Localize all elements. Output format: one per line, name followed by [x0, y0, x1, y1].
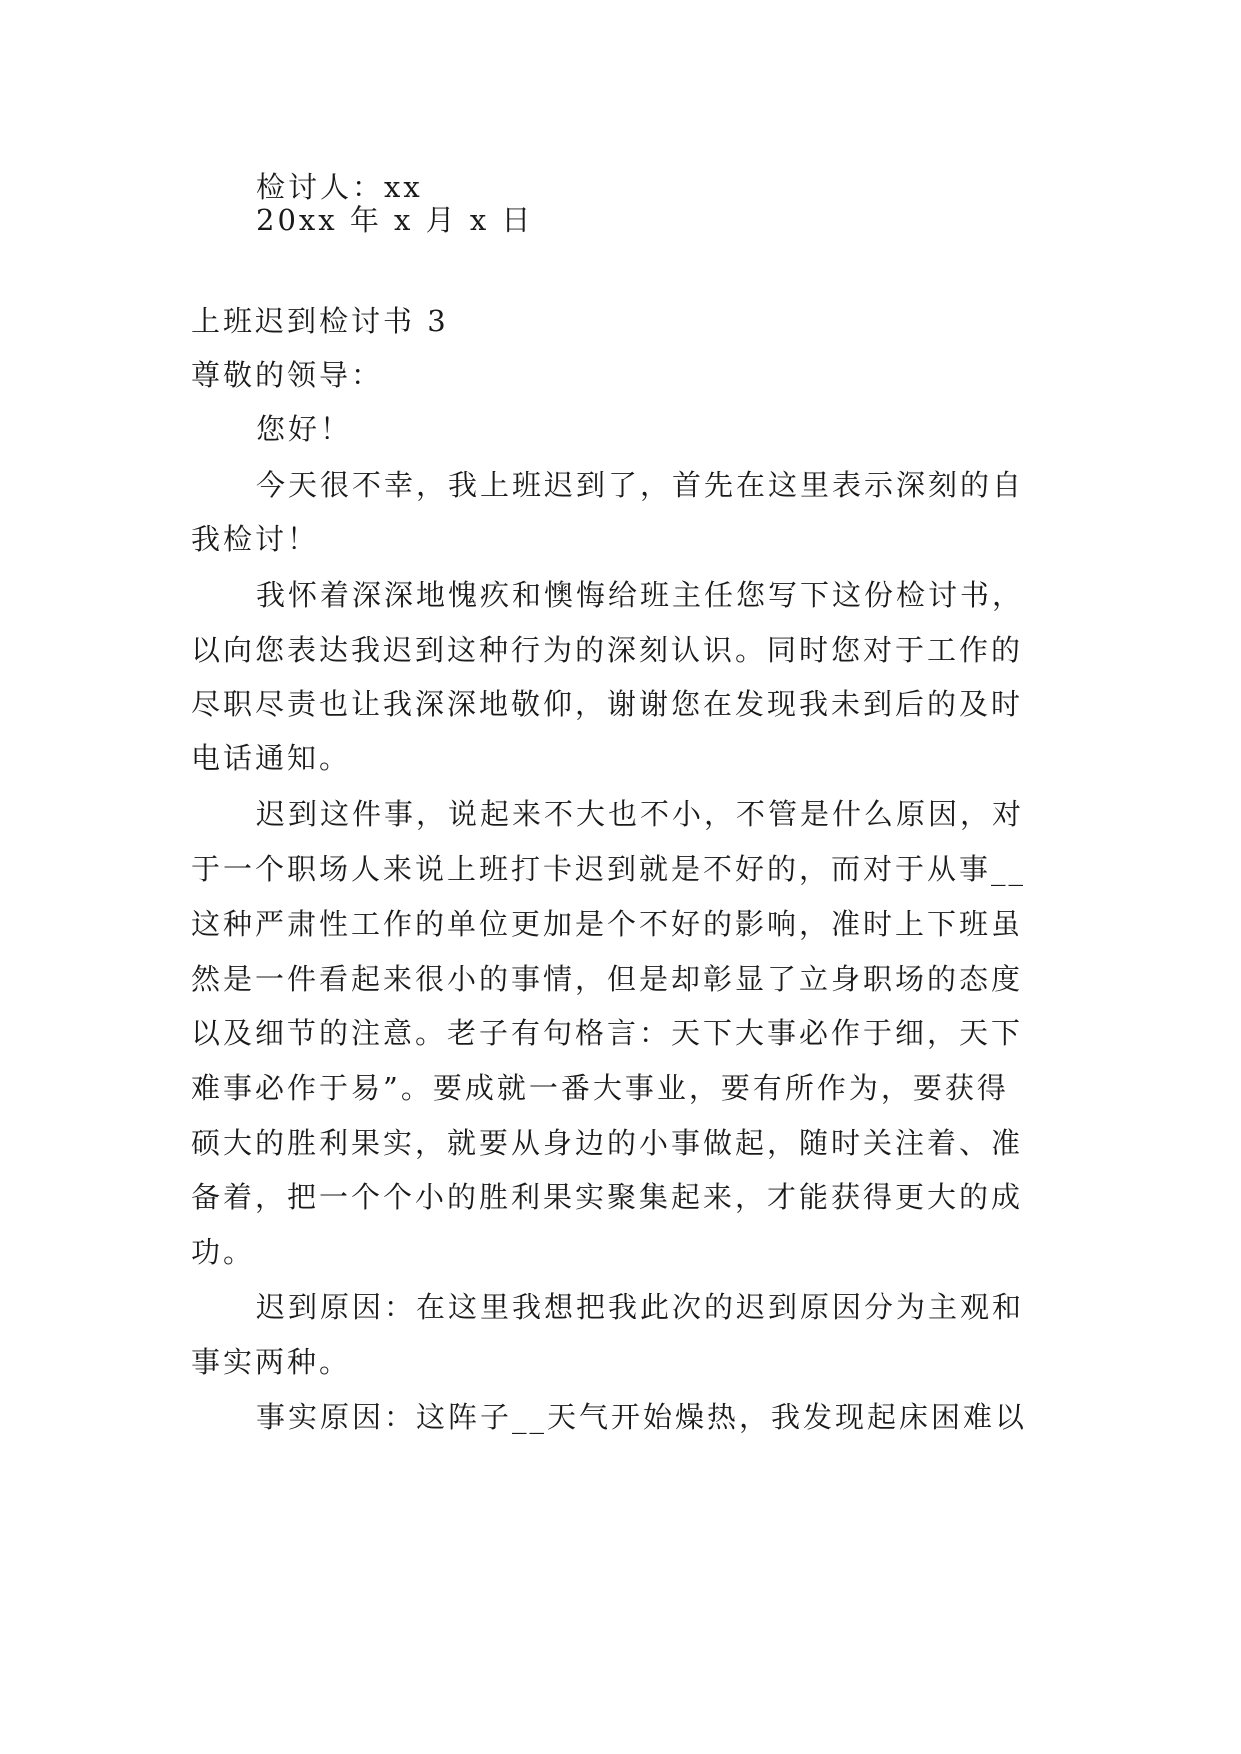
paragraph-line: 电话通知。: [191, 741, 352, 775]
paragraph-line: 迟到这件事，说起来不大也不小，不管是什么原因，对: [256, 797, 1025, 831]
paragraph-line: 以及细节的注意。老子有句格言：天下大事必作于细，天下: [191, 1016, 1024, 1050]
paragraph-line: 事实原因：这阵子__天气开始燥热，我发现起床困难以: [256, 1400, 1028, 1434]
paragraph-line: 备着，把一个个小的胜利果实聚集起来，才能获得更大的成: [191, 1180, 1024, 1214]
paragraph-line: 然是一件看起来很小的事情，但是却彰显了立身职场的态度: [191, 962, 1024, 996]
paragraph-line: 尽职尽责也让我深深地敬仰，谢谢您在发现我未到后的及时: [191, 687, 1024, 721]
document-title: 上班迟到检讨书 3: [191, 304, 449, 338]
reviewer-line: 检讨人：xx: [256, 170, 423, 204]
greeting: 您好！: [256, 412, 353, 446]
paragraph-line: 我检讨！: [191, 522, 320, 556]
date-line: 20xx 年 x 月 x 日: [256, 203, 534, 237]
paragraph-line: 于一个职场人来说上班打卡迟到就是不好的，而对于从事__: [191, 852, 1027, 886]
paragraph-line: 以向您表达我迟到这种行为的深刻认识。同时您对于工作的: [191, 633, 1024, 667]
paragraph-line: 今天很不幸，我上班迟到了，首先在这里表示深刻的自: [256, 468, 1025, 502]
paragraph-line: 功。: [191, 1235, 256, 1269]
paragraph-line: 迟到原因：在这里我想把我此次的迟到原因分为主观和: [256, 1290, 1025, 1324]
paragraph-line: 这种严肃性工作的单位更加是个不好的影响，准时上下班虽: [191, 907, 1024, 941]
paragraph-line: 我怀着深深地愧疚和懊悔给班主任您写下这份检讨书，: [256, 578, 1025, 612]
paragraph-line: 硕大的胜利果实，就要从身边的小事做起，随时关注着、准: [191, 1126, 1024, 1160]
salutation: 尊敬的领导：: [191, 358, 384, 392]
paragraph-line: 难事必作于易”。要成就一番大事业，要有所作为，要获得: [191, 1071, 1009, 1105]
paragraph-line: 事实两种。: [191, 1345, 352, 1379]
